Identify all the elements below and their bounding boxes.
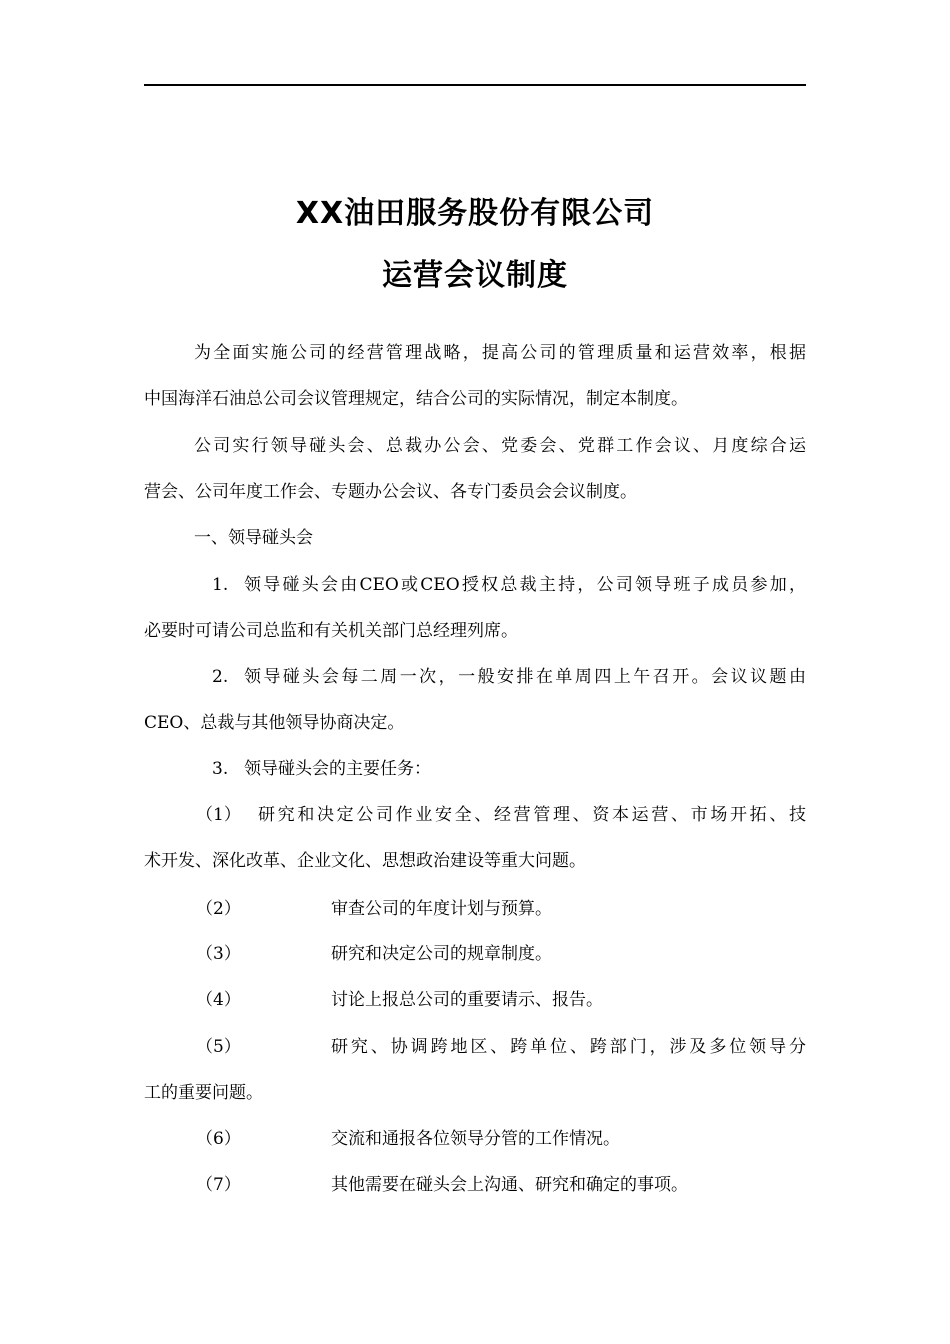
task-5-line-1: 研究、协调跨地区、跨单位、跨部门，涉及多位领导分 xyxy=(331,1037,806,1057)
item-3-line-1: 领导碰头会的主要任务： xyxy=(244,759,431,779)
task-5-number: （5） xyxy=(196,1037,241,1057)
task-1-number: （1） xyxy=(196,805,241,825)
intro-paragraph-2-line-1: 公司实行领导碰头会、总裁办公会、党委会、党群工作会议、月度综合运 xyxy=(194,436,806,456)
document-subtitle: 运营会议制度 xyxy=(382,258,568,293)
task-4-text: 讨论上报总公司的重要请示、报告。 xyxy=(331,990,603,1010)
item-1-line-2: 必要时可请公司总监和有关机关部门总经理列席。 xyxy=(144,621,518,641)
task-3-text: 研究和决定公司的规章制度。 xyxy=(331,944,552,964)
task-1-line-1: 研究和决定公司作业安全、经营管理、资本运营、市场开拓、技 xyxy=(258,805,806,825)
section-heading: 一、领导碰头会 xyxy=(194,528,313,548)
task-1-line-2: 术开发、深化改革、企业文化、思想政治建设等重大问题。 xyxy=(144,851,586,871)
task-3-number: （3） xyxy=(196,944,241,964)
document-title: XX油田服务股份有限公司 xyxy=(295,196,655,231)
item-1-line-1: 领导碰头会由CEO或CEO授权总裁主持，公司领导班子成员参加， xyxy=(244,575,806,595)
item-2-line-1: 领导碰头会每二周一次，一般安排在单周四上午召开。会议议题由 xyxy=(244,667,806,687)
item-3-number: 3. xyxy=(212,759,229,779)
header-rule xyxy=(144,84,806,86)
task-7-number: （7） xyxy=(196,1175,241,1195)
task-6-text: 交流和通报各位领导分管的工作情况。 xyxy=(331,1129,620,1149)
task-6-number: （6） xyxy=(196,1129,241,1149)
task-2-text: 审查公司的年度计划与预算。 xyxy=(331,899,552,919)
task-4-number: （4） xyxy=(196,990,241,1010)
item-2-number: 2. xyxy=(212,667,229,687)
item-1-number: 1. xyxy=(212,575,229,595)
item-2-line-2: CEO、总裁与其他领导协商决定。 xyxy=(144,713,405,733)
task-5-line-2: 工的重要问题。 xyxy=(144,1083,263,1103)
task-7-text: 其他需要在碰头会上沟通、研究和确定的事项。 xyxy=(331,1175,688,1195)
intro-paragraph-1-line-1: 为全面实施公司的经营管理战略，提高公司的管理质量和运营效率，根据 xyxy=(194,343,806,363)
intro-paragraph-2-line-2: 营会、公司年度工作会、专题办公会议、各专门委员会会议制度。 xyxy=(144,482,637,502)
intro-paragraph-1-line-2: 中国海洋石油总公司会议管理规定，结合公司的实际情况，制定本制度。 xyxy=(144,389,688,409)
task-2-number: （2） xyxy=(196,899,241,919)
